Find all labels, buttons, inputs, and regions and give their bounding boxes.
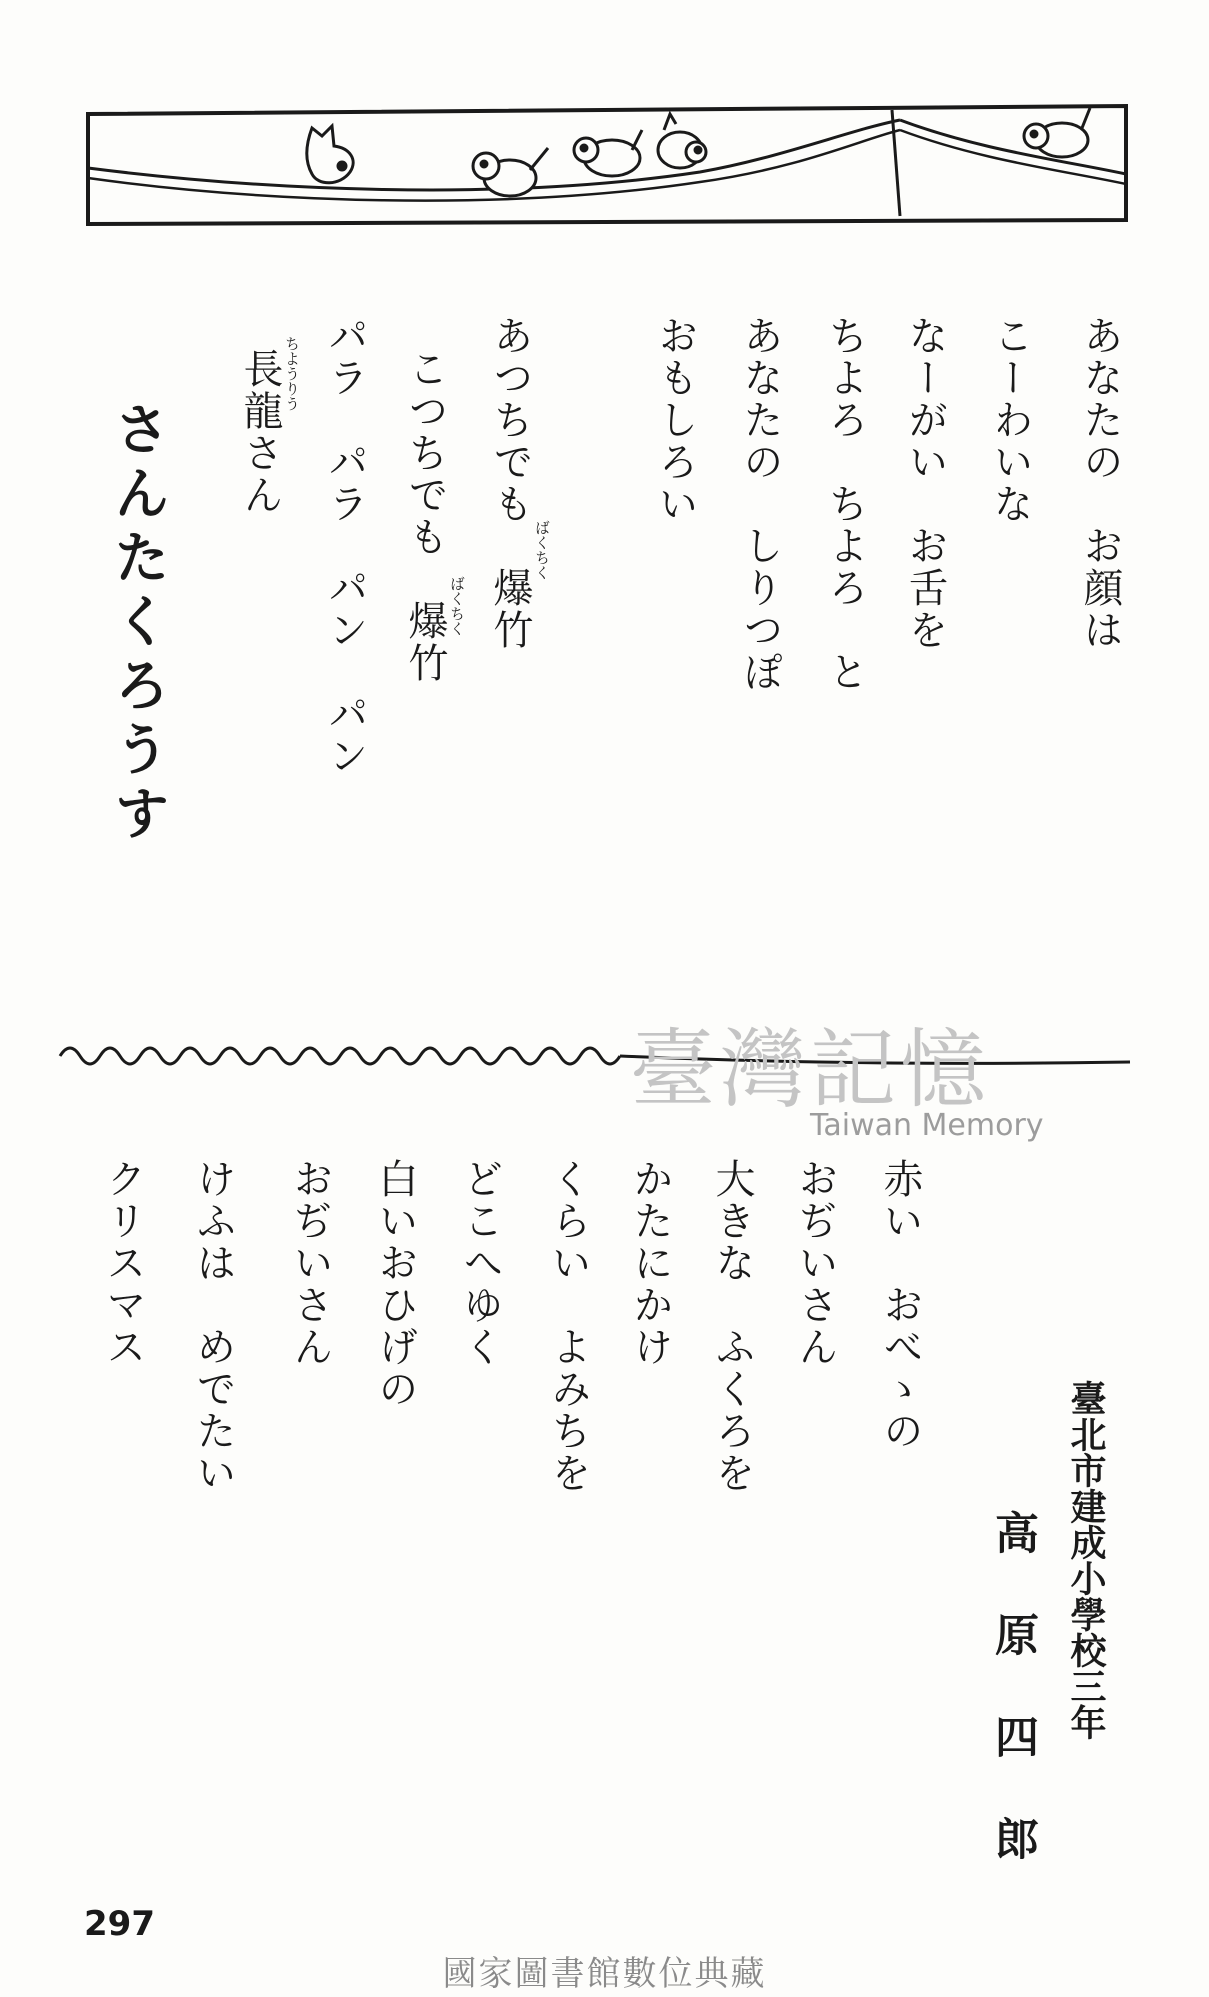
poem-1-line-1: あなたの お顔は xyxy=(1077,315,1123,651)
poem-2-line-5: くらい よみちを xyxy=(545,1158,591,1494)
poem-1-line-2: こーわいな xyxy=(987,315,1033,525)
ruby-bakuchiku-1: ばくちく xyxy=(533,520,551,580)
poem-2-line-8: おぢいさん xyxy=(287,1158,333,1368)
poem-2-line-6: どこへゆく xyxy=(457,1158,503,1368)
poem-2-line-9: けふは めでたい xyxy=(190,1158,236,1494)
poem-2-line-2: おぢいさん xyxy=(792,1158,838,1368)
birds-on-wire-illustration xyxy=(0,90,1209,330)
poem-2-line-4: かたにかけ xyxy=(627,1158,673,1368)
poem-1-line-9: パラ パラ パン パン xyxy=(322,315,368,777)
author-name: 高原四郎 xyxy=(987,1510,1038,1918)
poem-1-line-6: おもしろい xyxy=(652,315,698,525)
poem-2-line-1: 赤い おべゝの xyxy=(877,1158,923,1452)
poem-1-line-8: こつちでも 爆竹 xyxy=(402,348,448,684)
ruby-choryu: ちようりう xyxy=(283,336,301,411)
footer-credit: 國家圖書館數位典藏 xyxy=(442,1954,767,1994)
poem-1-line-4: ちよろ ちよろ と xyxy=(822,315,868,693)
watermark-english: Taiwan Memory xyxy=(810,1108,1044,1143)
page-number: 297 xyxy=(84,1904,155,1944)
poem-1-line-3: なーがい お舌を xyxy=(902,315,948,651)
watermark-chinese: 臺灣記憶 xyxy=(630,1020,990,1120)
poem-1-line-5: あなたの しりつぽ xyxy=(737,315,783,693)
poem-2-line-10: クリスマス xyxy=(100,1158,146,1368)
wavy-divider xyxy=(0,1030,1209,1090)
ruby-bakuchiku-2: ばくちく xyxy=(448,576,466,636)
poem-2-line-3: 大きな ふくろを xyxy=(709,1158,755,1494)
poem-1-line-7: あつちでも 爆竹 xyxy=(487,315,533,651)
school-name: 臺北市建成小學校三年 xyxy=(1065,1380,1107,1740)
poem-2-title: さんたくろうす xyxy=(105,400,171,848)
poem-2-line-7: 白いおひげの xyxy=(372,1158,418,1410)
poem-1-line-10: 長龍さん xyxy=(237,348,283,516)
